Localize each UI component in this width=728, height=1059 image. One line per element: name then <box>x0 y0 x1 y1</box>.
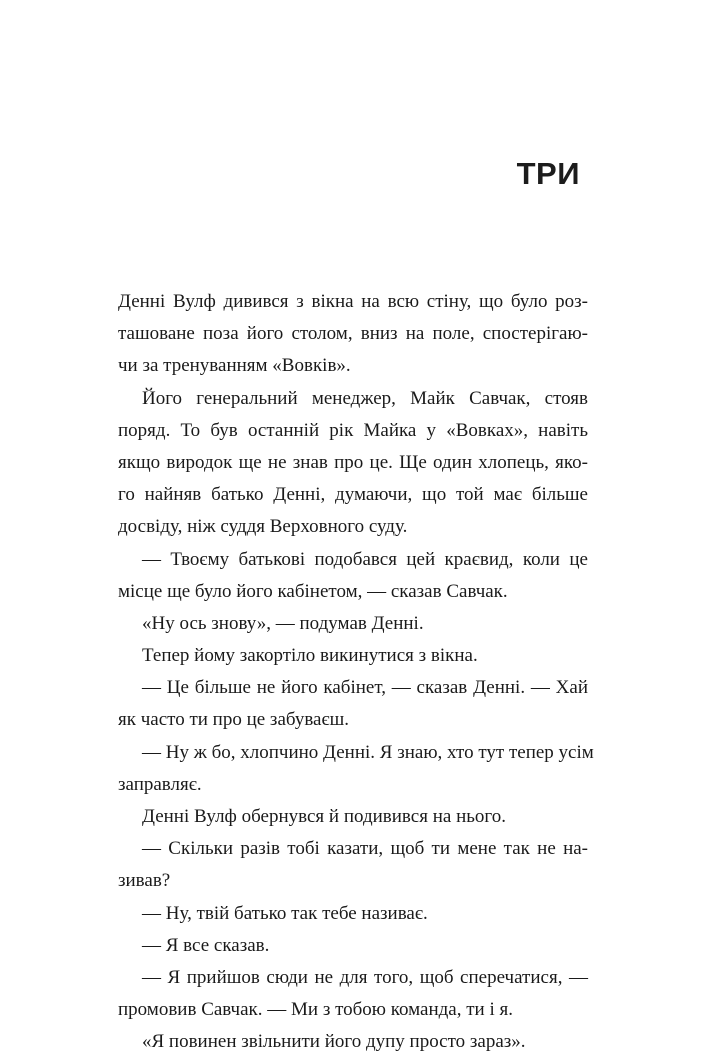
text-line: місце ще було його кабінетом, — сказав Савчак. <box>118 580 508 602</box>
text-line: як часто ти про це забуваєш. <box>118 709 350 731</box>
text-line: досвіду, ніж суддя Верховного суду. <box>118 516 408 538</box>
text-line: Тепер йому закортіло викинутися з вікна. <box>142 645 478 667</box>
text-line: чи за тренуванням «Вовків». <box>118 355 351 377</box>
text-line: — Це більше не його кабінет, — сказав Денні. — Хай <box>142 677 588 699</box>
text-line: «Ну ось знову», — подумав Денні. <box>142 612 424 634</box>
text-line: Денні Вулф обернувся й подивився на нього. <box>142 806 506 827</box>
text-line: — Ну, твій батько так тебе називає. <box>142 902 428 924</box>
chapter-body <box>118 286 594 1059</box>
text-line: якщо виродок ще не знав про це. Ще один хлопець, яко- <box>118 451 588 473</box>
text-line: — Скільки разів тобі казати, щоб ти мене так не на- <box>142 838 588 860</box>
text-line: поряд. То був останній рік Майка у «Вовках», навіть <box>118 419 588 441</box>
text-line: ташоване поза його столом, вниз на поле, спостерігаю- <box>118 323 588 345</box>
text-line: зивав? <box>118 870 171 892</box>
text-line: «Я повинен звільнити його дупу просто зараз». <box>142 1031 526 1053</box>
text-line: го найняв батько Денні, думаючи, що той має більше <box>118 484 588 506</box>
text-line: — Я все сказав. <box>142 934 270 956</box>
text-line: — Ну ж бо, хлопчино Денні. Я знаю, хто тут тепер усім <box>142 741 594 763</box>
text-line: заправляє. <box>118 773 202 795</box>
chapter-title: ТРИ <box>516 156 580 191</box>
text-line: промовив Савчак. — Ми з тобою команда, ти і я. <box>118 999 513 1021</box>
text-line: Його генеральний менеджер, Майк Савчак, стояв <box>142 387 588 409</box>
text-line: — Я прийшов сюди не для того, щоб сперечатися, — <box>142 966 588 988</box>
text-line: — Твоєму батькові подобався цей краєвид, коли це <box>142 548 588 570</box>
text-line: Денні Вулф дивився з вікна на всю стіну, що було роз- <box>118 291 588 312</box>
